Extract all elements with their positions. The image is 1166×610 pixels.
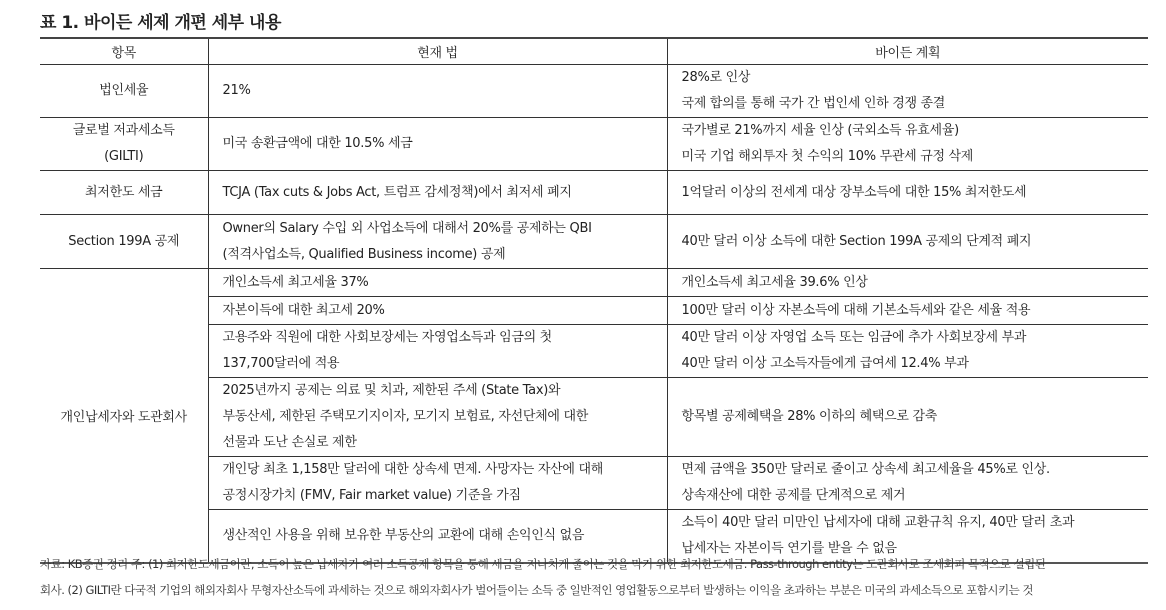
- cell-line: 미국 기업 해외투자 첫 수익의 10% 무관세 규정 삭제: [681, 149, 974, 164]
- cell-line: 40만 달러 이상 고소득자들에게 급여세 12.4% 부과: [681, 356, 969, 371]
- cell-line: 개인소득세 최고세율 37%: [222, 274, 369, 290]
- cell-line: 40만 달러 이상 자영업 소득 또는 임금에 추가 사회보장세 부과: [681, 330, 1027, 345]
- current-law-cell: [208, 510, 667, 564]
- header-biden-plan: 바이든 계획: [667, 38, 1148, 65]
- biden-plan-cell: [667, 297, 1148, 325]
- cell-line: 최저한도 세금: [85, 184, 163, 200]
- table-row: [40, 215, 1148, 269]
- table-row: [40, 269, 1148, 297]
- header-current-law: 현재 법: [208, 38, 667, 65]
- current-law-cell: [208, 325, 667, 378]
- cell-line: 개인당 최초 1,158만 달러에 대한 상속세 면제. 사망자는 자산에 대해: [222, 462, 603, 477]
- cell-line: (GILTI): [104, 149, 144, 164]
- item-cell: [40, 118, 208, 171]
- header-item: 항목: [40, 38, 208, 65]
- item-cell: [40, 65, 208, 118]
- footnote-2: 회사. (2) GILTI란 다국적 기업의 해외자회사 무형자산소득에 과세하는 것으로 해외자회사가 벌어들이는 소득 중 일반적인 영업활동으로부터 발생하는 이익을 초과하는 부분은 미국의 과세소득으로 포함시키는 것: [40, 583, 1033, 597]
- cell-line: 법인세율: [99, 83, 149, 98]
- cell-line: 28%로 인상: [681, 70, 751, 85]
- cell-line: TCJA (Tax cuts & Jobs Act, 트럼프 감세정책)에서 최저세 폐지: [222, 184, 572, 200]
- table-title: 표 1. 바이든 세제 개편 세부 내용: [40, 13, 281, 33]
- current-law-cell: [208, 65, 667, 118]
- cell-line: 고용주와 직원에 대한 사회보장세는 자영업소득과 임금의 첫: [222, 330, 552, 345]
- biden-plan-cell: [667, 378, 1148, 457]
- footnote-1: 자료: KB증권 정리 주: (1) 최저한도세금이란, 소득이 높은 납세자가 여러 소득공제 항목을 통해 세금을 지나치게 줄이는 것을 막기 위한 최저한도세금. Pass-through entity는 도관회사로 조세회피 목적으로 설립된: [40, 557, 1046, 571]
- cell-line: 부동산세, 제한된 주택모기지이자, 모기지 보험료, 자선단체에 대한: [222, 409, 588, 424]
- item-cell: [40, 171, 208, 215]
- cell-line: (적격사업소득, Qualified Business income) 공제: [222, 246, 506, 262]
- cell-line: 100만 달러 이상 자본소득에 대해 기본소득세와 같은 세율 적용: [681, 302, 1031, 318]
- table-row: [40, 171, 1148, 215]
- item-cell: [40, 215, 208, 269]
- current-law-cell: [208, 269, 667, 297]
- tax-reform-table: [40, 37, 1148, 564]
- biden-plan-cell: [667, 171, 1148, 215]
- table-row: [40, 65, 1148, 118]
- biden-plan-cell: [667, 65, 1148, 118]
- current-law-cell: [208, 118, 667, 171]
- current-law-cell: [208, 457, 667, 510]
- cell-line: 글로벌 저과세소득: [72, 123, 175, 138]
- biden-plan-cell: [667, 457, 1148, 510]
- cell-line: 40만 달러 이상 소득에 대한 Section 199A 공제의 단계적 폐지: [681, 233, 1032, 249]
- cell-line: 소득이 40만 달러 미만인 납세자에 대해 교환규칙 유지, 40만 달러 초과: [681, 515, 1075, 530]
- cell-line: 미국 송환금액에 대한 10.5% 세금: [222, 136, 413, 151]
- cell-line: 국제 합의를 통해 국가 간 법인세 인하 경쟁 종결: [681, 96, 946, 111]
- cell-line: 납세자는 자본이득 연기를 받을 수 없음: [681, 541, 897, 556]
- current-law-cell: [208, 215, 667, 269]
- cell-line: 자본이득에 대한 최고세 20%: [222, 302, 385, 318]
- biden-plan-cell: [667, 269, 1148, 297]
- cell-line: 선물과 도난 손실로 제한: [222, 435, 357, 450]
- header-row: [40, 38, 1148, 65]
- biden-plan-cell: [667, 215, 1148, 269]
- table-row: [40, 118, 1148, 171]
- biden-plan-cell: [667, 118, 1148, 171]
- current-law-cell: [208, 378, 667, 457]
- cell-line: 개인소득세 최고세율 39.6% 인상: [681, 274, 868, 290]
- cell-line: Owner의 Salary 수입 외 사업소득에 대해서 20%를 공제하는 QBI: [222, 220, 592, 236]
- cell-line: Section 199A 공제: [68, 233, 180, 249]
- cell-line: 국가별로 21%까지 세율 인상 (국외소득 유효세율): [681, 123, 959, 138]
- cell-line: 137,700달러에 적용: [222, 356, 340, 371]
- group-item-cell: 개인납세자와 도관회사: [40, 269, 208, 564]
- current-law-cell: [208, 171, 667, 215]
- biden-plan-cell: [667, 510, 1148, 564]
- cell-line: 면제 금액을 350만 달러로 줄이고 상속세 최고세율을 45%로 인상.: [681, 462, 1050, 477]
- cell-line: 공정시장가치 (FMV, Fair market value) 기준을 가짐: [222, 488, 521, 503]
- cell-line: 생산적인 사용을 위해 보유한 부동산의 교환에 대해 손익인식 없음: [222, 528, 585, 543]
- cell-line: 상속재산에 대한 공제를 단계적으로 제거: [681, 488, 906, 503]
- current-law-cell: [208, 297, 667, 325]
- cell-line: 항목별 공제혜택을 28% 이하의 혜택으로 감축: [681, 409, 938, 424]
- cell-line: 2025년까지 공제는 의료 및 치과, 제한된 주세 (State Tax)와: [222, 383, 561, 398]
- cell-line: 1억달러 이상의 전세계 대상 장부소득에 대한 15% 최저한도세: [681, 184, 1027, 200]
- cell-line: 21%: [222, 83, 251, 98]
- biden-plan-cell: [667, 325, 1148, 378]
